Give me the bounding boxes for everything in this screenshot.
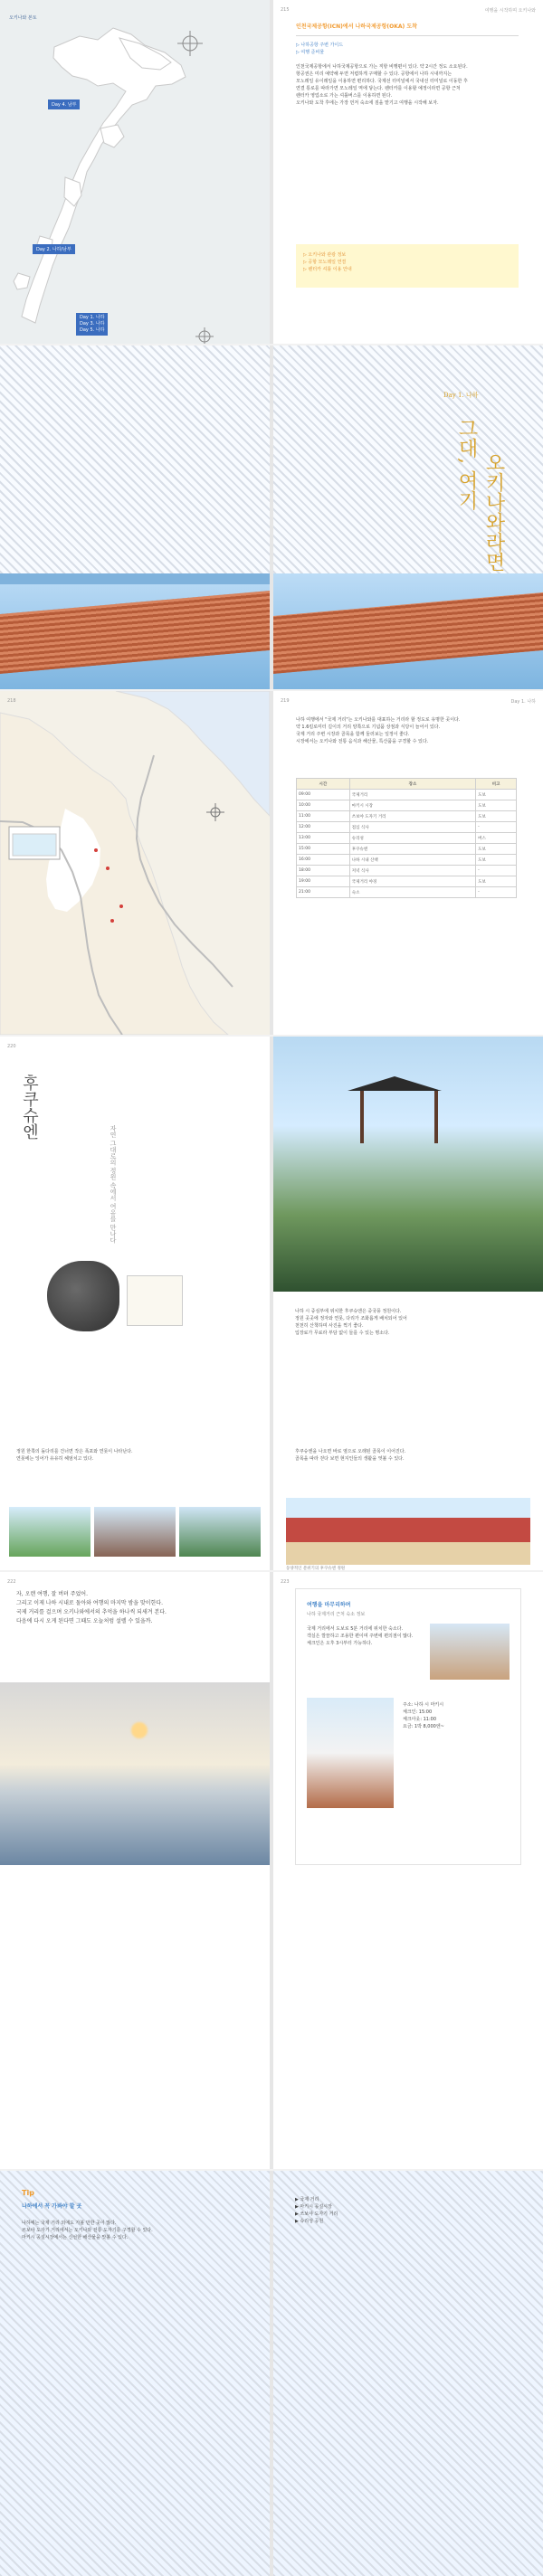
- tile-roof: [0, 591, 270, 674]
- intro-block: [296, 24, 519, 106]
- table-row: [297, 800, 517, 811]
- table-row: [297, 844, 517, 855]
- note-one: ▷ 나하공항 주변 가이드: [296, 43, 344, 48]
- page-number: 223: [281, 1579, 290, 1585]
- table-cell: 국제거리: [349, 790, 475, 800]
- hotel-photo-2: [307, 1698, 394, 1808]
- garden-line-3: 천천히 산책하며 사진을 찍기 좋다.: [295, 1323, 364, 1329]
- hotel-info-3: 체크아웃: 11:00: [403, 1717, 437, 1722]
- paragraph-line-4: 연결 통로를 따라가면 모노레일 역에 닿는다. 렌터카를 이용할 예정이라면 공항 근처: [296, 86, 461, 91]
- tip-line-2: 쓰보야 도자기 거리에서는 오키나와 전통 도자기를 구경할 수 있다.: [22, 2228, 153, 2233]
- bottom-right-line-2: 골목을 따라 걷다 보면 현지인들의 생활을 엿볼 수 있다.: [295, 1456, 405, 1462]
- location-pin-2: [106, 867, 110, 870]
- pavilion-columns: [360, 1091, 438, 1143]
- tile-roof-right: [273, 592, 543, 674]
- tip-text: [22, 2220, 248, 2241]
- table-cell: 09:00: [297, 790, 350, 800]
- garden-subtitle: 자연 그대로의 정원 속에서 여유를 만나다: [110, 1125, 117, 1244]
- sun: [131, 1722, 148, 1738]
- table-cell: 15:00: [297, 844, 350, 855]
- itinerary-line-2: 약 1.6킬로미터 길이의 거리 양쪽으로 기념품 상점과 식당이 늘어서 있다.: [296, 724, 441, 730]
- spread-one: [0, 0, 543, 344]
- day-one-three-five-tag: Day 1. 나하 Day 3. 나하 Day 5. 나하: [76, 313, 108, 336]
- header-place: 장소: [349, 779, 475, 790]
- left-page: [0, 0, 270, 344]
- bottom-right-text: [295, 1448, 516, 1463]
- roof-photo-right: [273, 573, 543, 689]
- day-tag-place: 나하: [465, 392, 479, 399]
- table-cell: 21:00: [297, 887, 350, 898]
- table-cell: -: [476, 866, 517, 876]
- garden-title: 후쿠슈엔: [20, 1075, 39, 1140]
- tip-title: 나하에서 꼭 가봐야 할 곳: [22, 2203, 82, 2210]
- recommend-2: ▶ 마키시 공설시장: [295, 2204, 332, 2210]
- table-cell: -: [476, 887, 517, 898]
- page-number: 222: [7, 1579, 16, 1585]
- table-row: [297, 790, 517, 800]
- tip-line-3: 마키시 공설시장에서는 신선한 해산물을 맛볼 수 있다.: [22, 2235, 129, 2240]
- map-title: 오키나와 본토: [9, 15, 37, 21]
- right-page: [273, 691, 543, 1035]
- table-cell: 버스: [476, 833, 517, 844]
- recommend-4: ▶ 슈리성 공원: [295, 2219, 324, 2224]
- table-cell: -: [476, 822, 517, 833]
- roof-photo: [0, 573, 270, 689]
- table-row: [297, 866, 517, 876]
- paragraph-line-5: 렌터카 영업소로 가는 셔틀버스를 이용하면 된다.: [296, 93, 393, 99]
- table-cell: 도보: [476, 855, 517, 866]
- left-page: [0, 1572, 270, 2169]
- intro-line-3: 국제 거리를 걸으며 오키나와에서의 추억을 하나씩 되새겨 본다.: [16, 1609, 167, 1615]
- itinerary-table: [296, 778, 517, 898]
- route-map: [0, 691, 270, 1035]
- day-four-tag: Day 4. 남부: [48, 99, 80, 109]
- garden-photo-1: [9, 1507, 90, 1557]
- recommend-1: ▶ 국제 거리: [295, 2197, 319, 2202]
- garden-paragraph: [295, 1308, 516, 1337]
- bottom-left-line-2: 연못에는 잉어가 유유히 헤엄치고 있다.: [16, 1456, 94, 1462]
- itinerary-line-1: 나하 여행에서 "국제 거리"는 오키나와를 대표하는 거리라 할 정도로 유명한 곳이다.: [296, 717, 461, 723]
- highlight-line-3: ▷ 렌터카 셔틀 이용 안내: [303, 267, 352, 272]
- paragraph-line-6: 오키나와 도착 후에는 가장 먼저 숙소에 짐을 맡기고 여행을 시작해 보자.: [296, 100, 439, 106]
- table-cell: 후쿠슈엔: [349, 844, 475, 855]
- day-tag: [443, 391, 478, 400]
- spread-five: [0, 1572, 543, 2169]
- hotel-info-2: 체크인: 15:00: [403, 1709, 433, 1715]
- right-page: [273, 1572, 543, 2169]
- left-page: [0, 1037, 270, 1570]
- intro-text: [16, 1590, 253, 1626]
- table-cell: 19:00: [297, 876, 350, 887]
- sky-band: [0, 573, 270, 584]
- table-row: [297, 876, 517, 887]
- vertical-title-a: 그대, 여기: [455, 418, 478, 510]
- right-page: [273, 346, 543, 689]
- tip-line-1: 나하에는 국제 거리 외에도 가볼 만한 곳이 많다.: [22, 2221, 117, 2226]
- table-cell: 12:00: [297, 822, 350, 833]
- hotel-info-4: 요금: 1박 8,000엔~: [403, 1724, 444, 1729]
- intro-line-1: 자, 오랜 여행, 잘 버텨 주었어.: [16, 1591, 89, 1597]
- location-pin-4: [110, 919, 114, 923]
- spread-three: [0, 691, 543, 1035]
- table-row: [297, 833, 517, 844]
- spread-six: [0, 2171, 543, 2576]
- title-rule: [296, 35, 519, 36]
- table-row: [297, 811, 517, 822]
- sea-photo: [0, 1682, 270, 1865]
- pavilion-roof: [348, 1076, 442, 1091]
- table-cell: 11:00: [297, 811, 350, 822]
- table-cell: 나하 시내 산책: [349, 855, 475, 866]
- table-cell: 숙소: [349, 887, 475, 898]
- table-cell: 도보: [476, 811, 517, 822]
- table-cell: 16:00: [297, 855, 350, 866]
- hotel-info-1: 주소: 나하 시 마키시: [403, 1702, 444, 1708]
- pavilion-photo: [273, 1037, 543, 1292]
- table-cell: 10:00: [297, 800, 350, 811]
- table-row: [297, 887, 517, 898]
- garden-photo-2: [94, 1507, 176, 1557]
- itinerary-intro: [296, 716, 517, 745]
- bottom-left-text: [16, 1448, 255, 1463]
- table-cell: 슈리성: [349, 833, 475, 844]
- running-head: 여행을 시작하며 오키나와: [484, 8, 536, 14]
- location-pin-1: [94, 848, 98, 852]
- table-cell: 쓰보야 도자기 거리: [349, 811, 475, 822]
- highlight-line-1: ▷ 오키나와 관광 정보: [303, 252, 347, 258]
- table-header: [297, 779, 517, 790]
- page-number: 218: [7, 698, 16, 704]
- okinawa-map: [0, 0, 270, 344]
- table-row: [297, 855, 517, 866]
- table-cell: 13:00: [297, 833, 350, 844]
- table-cell: 18:00: [297, 866, 350, 876]
- left-page: [0, 346, 270, 689]
- tip-label: Tip: [22, 2189, 34, 2197]
- table-cell: 도보: [476, 800, 517, 811]
- paragraph-line-2: 항공권은 미리 예약해 두면 저렴하게 구매할 수 있다. 공항에서 나하 시내까지는: [296, 71, 452, 77]
- hotel-info-list: [403, 1701, 510, 1730]
- table-cell: 도보: [476, 876, 517, 887]
- header-time: 시간: [297, 779, 350, 790]
- intro-title: 인천국제공항(ICN)에서 나하국제공항(OKA) 도착: [296, 24, 417, 30]
- highlight-line-2: ▷ 공항 모노레일 연결: [303, 260, 347, 265]
- info-panel: [295, 1588, 521, 1865]
- table-row: [297, 822, 517, 833]
- right-page: [273, 2171, 543, 2576]
- day-two-tag: Day 2. 나하/남부: [33, 244, 75, 254]
- garden-stone-photo: [47, 1261, 119, 1331]
- intro-line-4: 다음에 다시 오게 된다면 그때도 오늘처럼 설렐 수 있을까.: [16, 1618, 153, 1624]
- page-number: 215: [281, 7, 290, 13]
- info-line-3: 체크인은 오후 3시부터 가능하다.: [307, 1641, 373, 1646]
- right-page: [273, 0, 543, 344]
- recommend-3: ▶ 쓰보야 도자기 거리: [295, 2211, 338, 2217]
- day-tag-label: Day 1.: [443, 392, 464, 399]
- left-page: [0, 2171, 270, 2576]
- table-cell: 저녁 식사: [349, 866, 475, 876]
- recommend-list: [295, 2196, 519, 2225]
- hotel-photo-1: [430, 1624, 510, 1680]
- photo-caption: 동양적인 분위기의 후쿠슈엔 정원: [286, 1567, 346, 1570]
- stone-sign: [127, 1275, 183, 1326]
- garden-line-2: 정원 곳곳에 정자와 연못, 다리가 조화롭게 배치되어 있어: [295, 1316, 407, 1321]
- spread-two: [0, 346, 543, 689]
- info-title: 여행을 마무리하며: [307, 1602, 351, 1608]
- header-note: 비고: [476, 779, 517, 790]
- info-line-2: 객실은 깔끔하고 조용한 편이며 주변에 편의점이 많다.: [307, 1634, 414, 1639]
- table-cell: 마키시 시장: [349, 800, 475, 811]
- intro-line-2: 그리고 이제 나하 시내로 돌아와 여행의 마지막 밤을 맞이한다.: [16, 1600, 164, 1606]
- paragraph-line-3: 모노레일 유이레일을 이용하면 편리하다. 국제선 터미널에서 국내선 터미널로 이동한 후: [296, 79, 468, 84]
- location-pin-3: [119, 904, 123, 908]
- itinerary-line-3: 국제 거리 주변 시장과 골목을 함께 둘러보는 일정이 좋다.: [296, 732, 410, 737]
- garden-line-1: 나하 시 중심부에 위치한 후쿠슈엔은 중국풍 정원이다.: [295, 1309, 402, 1314]
- highlight-box: [296, 244, 519, 288]
- page-number: 219: [281, 698, 290, 704]
- right-page: [273, 1037, 543, 1570]
- bottom-left-line-1: 정원 한쪽의 돌다리를 건너면 작은 폭포와 연못이 나타난다.: [16, 1449, 133, 1454]
- shuri-photo: [286, 1498, 530, 1565]
- note-two: ▷ 여행 준비물: [296, 50, 325, 55]
- table-cell: 도보: [476, 844, 517, 855]
- page-number: 220: [7, 1044, 16, 1049]
- table-cell: 점심 식사: [349, 822, 475, 833]
- left-page: [0, 691, 270, 1035]
- info-subtitle: 나하 국제거리 근처 숙소 정보: [307, 1612, 366, 1617]
- vertical-title-b: 오키나와라면: [482, 452, 505, 572]
- paragraph-line-1: 인천국제공항에서 나하국제공항으로 가는 직항 비행편이 있다. 약 2시간 정도 소요된다.: [296, 64, 468, 70]
- garden-photo-3: [179, 1507, 261, 1557]
- table-cell: 도보: [476, 790, 517, 800]
- itinerary-line-4: 시장에서는 오키나와 전통 음식과 해산물, 특산품을 구경할 수 있다.: [296, 739, 429, 744]
- garden-line-4: 입장료가 무료라 부담 없이 들를 수 있는 명소다.: [295, 1331, 390, 1336]
- spread-four: [0, 1037, 543, 1570]
- table-cell: 국제거리 야경: [349, 876, 475, 887]
- info-line-1: 국제 거리에서 도보로 5분 거리에 위치한 숙소다.: [307, 1626, 404, 1632]
- bottom-right-line-1: 후쿠슈엔을 나오면 바로 옆으로 오래된 골목이 이어진다.: [295, 1449, 406, 1454]
- running-head: Day 1. 나하: [510, 699, 536, 705]
